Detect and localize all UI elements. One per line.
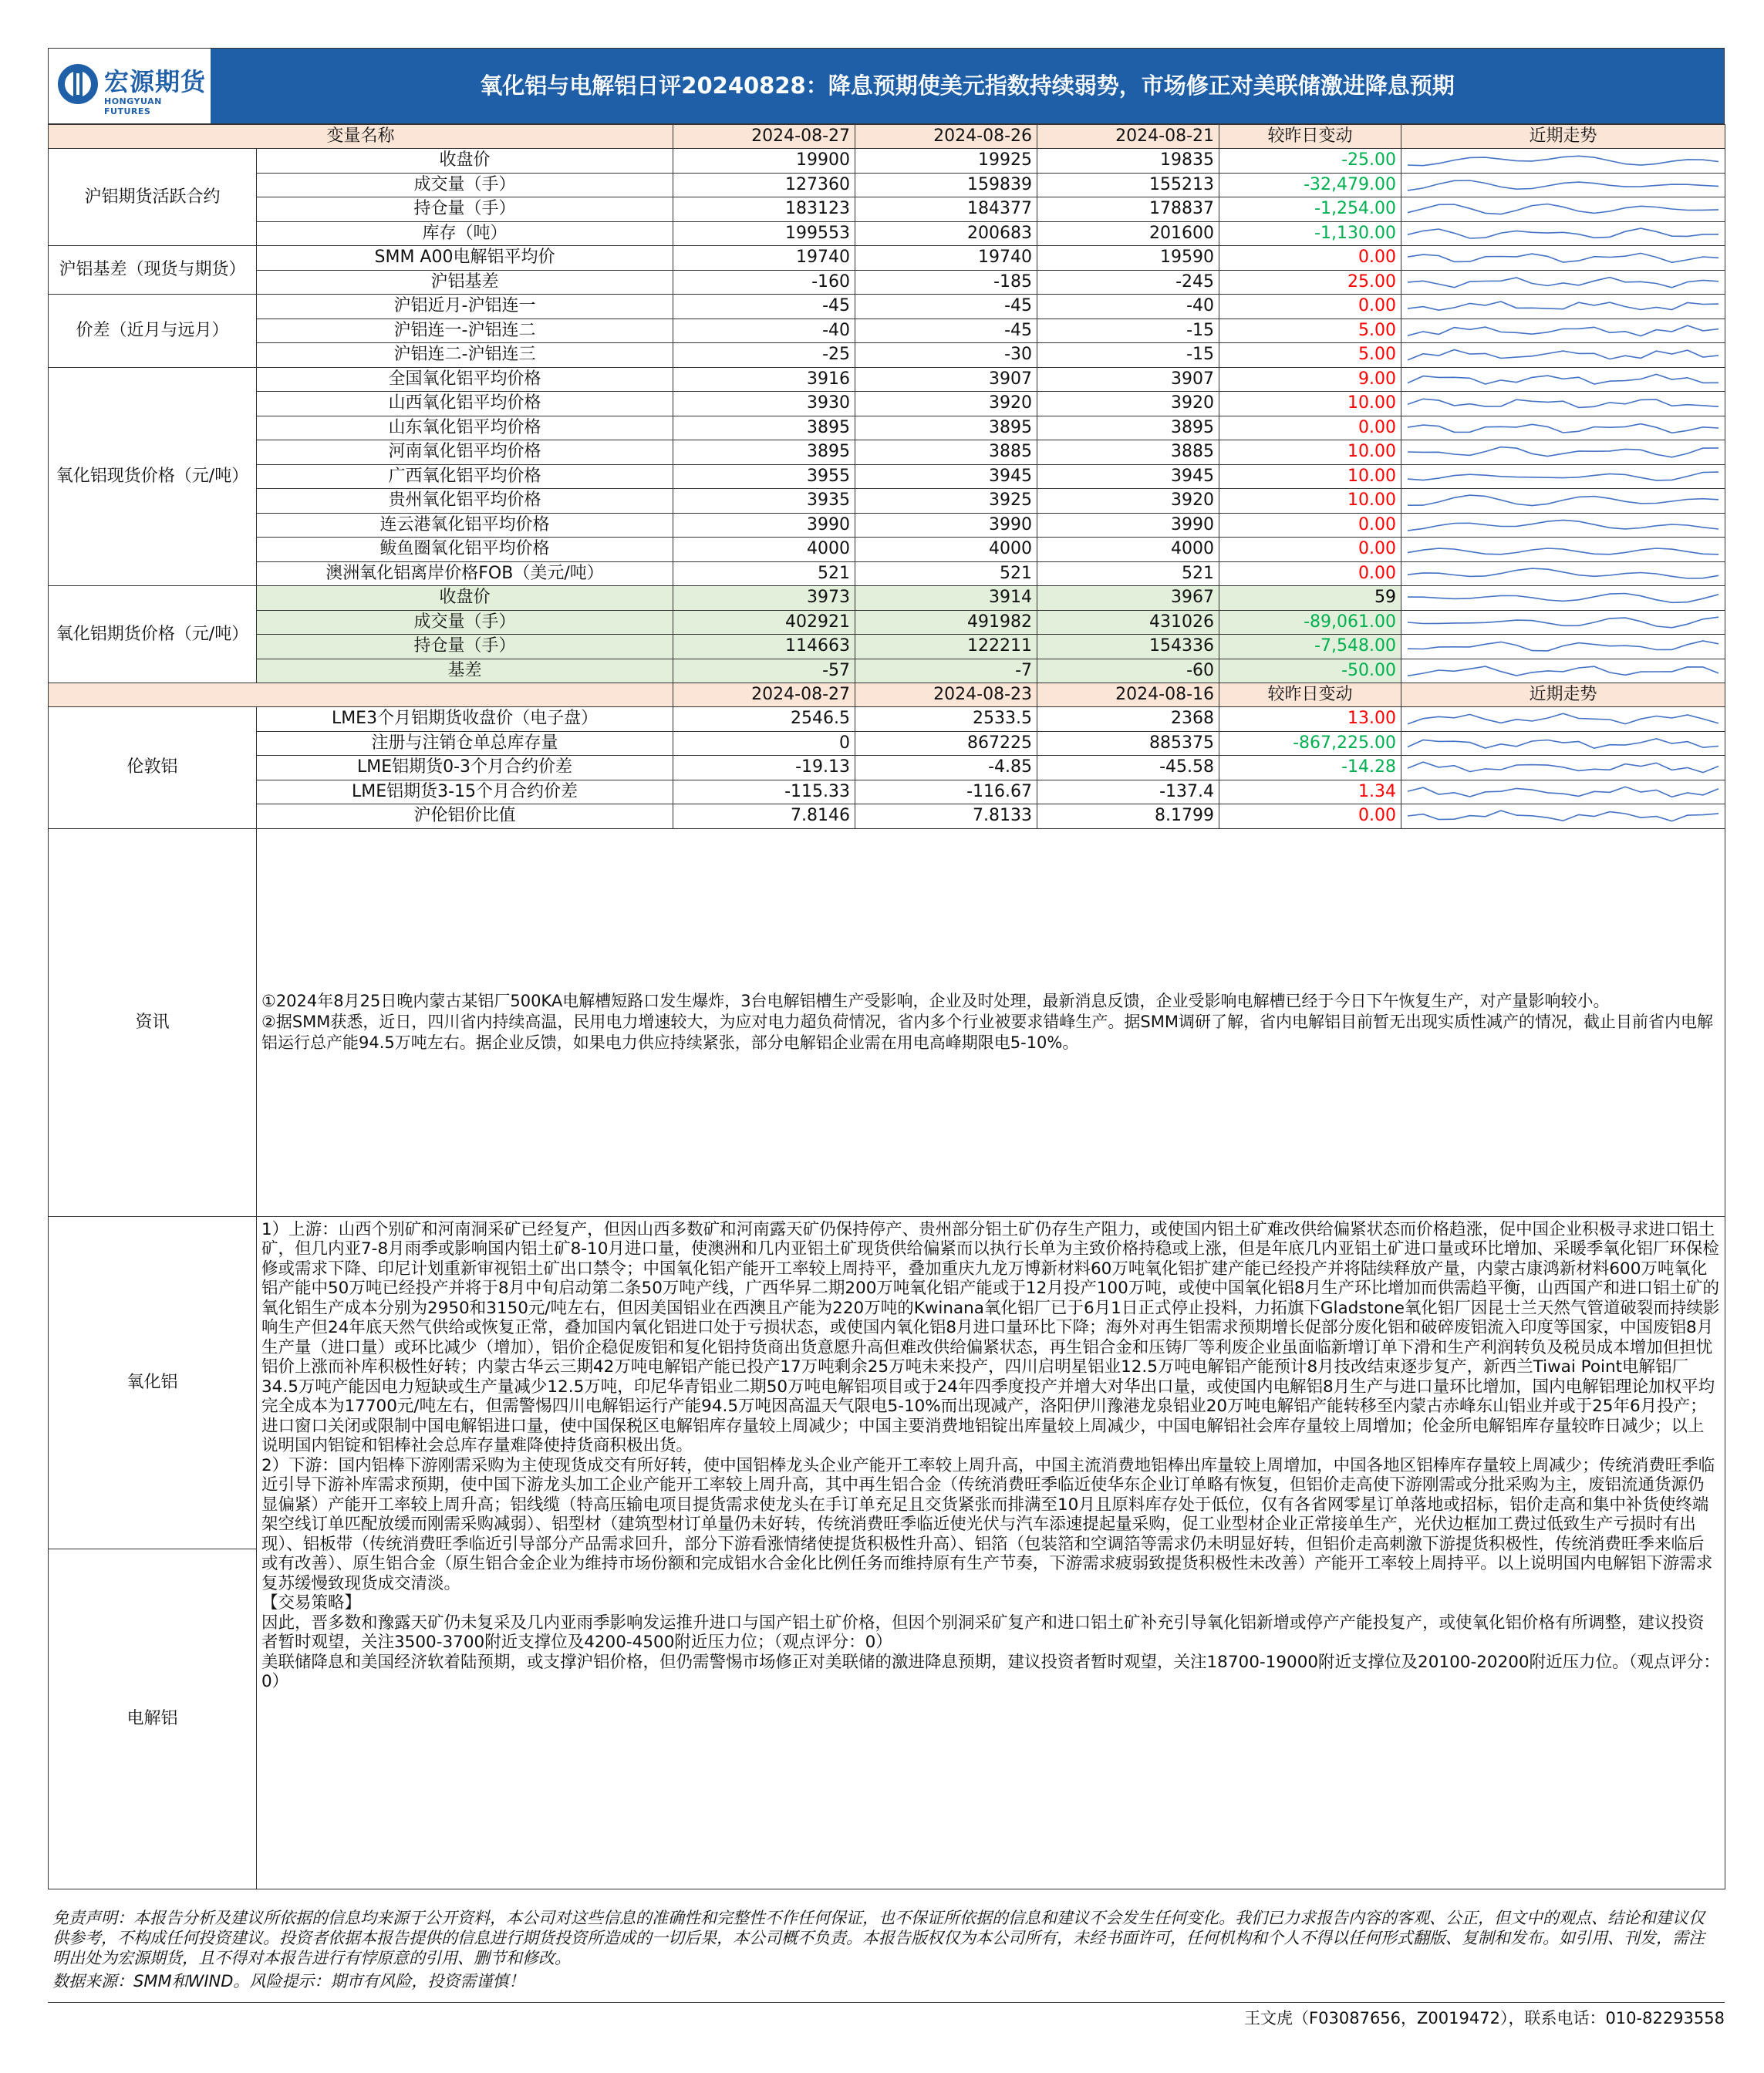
change-value: 5.00 [1219, 319, 1401, 343]
row-label: 基差 [257, 659, 673, 683]
value-date-3: 521 [1037, 561, 1219, 586]
value-date-3: 8.1799 [1037, 804, 1219, 829]
trend-sparkline [1401, 221, 1725, 246]
value-date-3: 4000 [1037, 538, 1219, 562]
row-label: 成交量（手） [257, 173, 673, 197]
sparkline-chart [1401, 635, 1725, 658]
value-date-2: 3925 [855, 489, 1037, 514]
change-value: -14.28 [1219, 756, 1401, 780]
value-date-1: 3895 [673, 416, 855, 440]
news-content [257, 828, 1725, 1216]
value-date-2: -4.85 [855, 756, 1037, 780]
table-row [49, 343, 1725, 368]
news-item-2: ②据SMM获悉，近日，四川省内持续高温，民用电力增速较大，为应对电力超负荷情况，省内多个行业被要求错峰生产。据SMM调研了解，省内电解铝目前暂无出现实质性减产的情况，截止目前省内电解铝运行总产能94.5万吨左右。据企业反馈，如果电力供应持续紧张，部分电解铝企业需在用电高峰期限电5-10%。 [261, 1013, 1713, 1052]
group-label-g2: 沪铝基差（现货与期货） [49, 246, 257, 295]
change-value: 0.00 [1219, 246, 1401, 271]
table-row [49, 295, 1725, 319]
sparkline-chart [1401, 246, 1725, 269]
change-value: -32,479.00 [1219, 173, 1401, 197]
sparkline-chart [1401, 586, 1725, 609]
row-label: 持仓量（手） [257, 635, 673, 659]
value-date-1: 4000 [673, 538, 855, 562]
value-date-2: 3920 [855, 392, 1037, 416]
sparkline-chart [1401, 222, 1725, 245]
sparkline-chart [1401, 659, 1725, 683]
table-body [49, 125, 1725, 1889]
value-date-2: 2533.5 [855, 707, 1037, 732]
row-label: 鲅鱼圈氧化铝平均价格 [257, 538, 673, 562]
value-date-1: 19900 [673, 149, 855, 174]
table-row [49, 538, 1725, 562]
sparkline-chart [1401, 368, 1725, 391]
value-date-1: 19740 [673, 246, 855, 271]
sparkline-chart [1401, 707, 1725, 730]
header-date-2: 2024-08-26 [855, 125, 1037, 149]
header-change-lme: 较昨日变动 [1219, 683, 1401, 707]
change-value: 13.00 [1219, 707, 1401, 732]
header-date-1: 2024-08-27 [673, 125, 855, 149]
value-date-3: 178837 [1037, 197, 1219, 222]
value-date-3: 19590 [1037, 246, 1219, 271]
row-label: 沪铝基差 [257, 270, 673, 295]
value-date-3: 3907 [1037, 367, 1219, 392]
trend-sparkline [1401, 197, 1725, 222]
trend-sparkline [1401, 586, 1725, 611]
sparkline-chart [1401, 392, 1725, 415]
change-value: 0.00 [1219, 295, 1401, 319]
table-row [49, 464, 1725, 489]
value-date-1: 521 [673, 561, 855, 586]
value-date-2: -7 [855, 659, 1037, 683]
change-value: 0.00 [1219, 513, 1401, 538]
analysis-upstream: 1）上游：山西个别矿和河南洞采矿已经复产，但因山西多数矿和河南露天矿仍保持停产、贵州部分铝土矿仍存生产阻力，或使国内铝土矿难改供给偏紧状态而价格趋涨，促中国企业积极寻求进口铝土矿，但几内亚7-8月雨季或影响国内铝土矿8-10月进口量，使澳洲和几内亚铝土矿现货供给偏紧而以执行长单为主致价格持稳或上涨，但是年底几内亚铝土矿进口量或环比增加、采暖季氧化铝厂环保检修或需求下降、印尼计划重新审视铝土矿出口禁令；中国氧化铝产能开工率较上周持平，叠加重庆九龙万博新材料60万吨氧化铝扩建产能已经投产并将陆续释放产量，内蒙古康鸿新材料600万吨氧化铝产能中50万吨已经投产并将于8月中旬启动第二条50万吨产线，广西华昇二期200万吨氧化铝产能或于12月投产100万吨，或使中国氧化铝8月生产环比增加而供需趋平衡，山西国产和进口铝土矿的氧化铝生产成本分别为2950和3150元/吨左右，但因美国铝业在西澳且产能为220万吨的Kwinana氧化铝厂已于6月1日正式停止投料，力拓旗下Gladstone氧化铝厂因昆士兰天然气管道破裂而持续影响生产但24年底天然气供给或恢复正常，叠加国内氧化铝进口处于亏损状态，或使国内氧化铝8月进口量环比下降；海外对再生铝需求预期增长促部分废化铝和破碎废铝流入印度等国家，中国废铝8月生产量（进口量）或环比减少（增加），铝价企稳促废铝和复化铝持货商出货意愿升高但难改供给偏紧状态，再生铝合金和压铸厂等利废企业虽面临新增订单下滑和生产利润转负及税员成本增加但担忧铝价上涨而补库积极性好转；内蒙古华云三期42万吨电解铝产能已投产17万吨剩余25万吨未来投产，四川启明星铝业12.5万吨电解铝产能预计8月技改结束逐步复产，新西兰Tiwai Point电解铝厂34.5万吨产能因电力短缺或生产量减少12.5万吨，印尼华青铝业二期50万吨电解铝项目或于24年四季度投产并增大对华出口量，或使国内电解铝8月生产与进口量环比增加，国内电解铝理论加权平均完全成本为17700元/吨左右，但需警惕四川电解铝运行产能94.5万吨因高温天气限电5-10%而出现减产，洛阳伊川豫港龙泉铝业20万吨电解铝产能转移至内蒙古赤峰东山铝业并或于25年6月投产；进口窗口关闭或限制中国电解铝进口量，使中国保税区电解铝库存量较上周减少；中国主要消费地铝锭出库量较上周减少，中国电解铝社会库存量较上周增加；伦金所电解铝库存量较昨日减少；以上说明国内铝锭和铝棒社会总库存量难降使持货商积极出货。 [261, 1219, 1720, 1455]
table-row [49, 586, 1725, 611]
row-label: 河南氧化铝平均价格 [257, 440, 673, 465]
group-label-g3: 价差（近月与远月） [49, 295, 257, 368]
logo-english-text: HONGYUAN FUTURES [104, 96, 162, 116]
row-label: 收盘价 [257, 149, 673, 174]
header-change: 较昨日变动 [1219, 125, 1401, 149]
table-row [49, 440, 1725, 465]
sparkline-chart [1401, 319, 1725, 342]
value-date-2: 19925 [855, 149, 1037, 174]
change-value: 0.00 [1219, 561, 1401, 586]
row-label: 澳洲氧化铝离岸价格FOB（美元/吨） [257, 561, 673, 586]
value-date-1: -115.33 [673, 780, 855, 804]
value-date-2: -116.67 [855, 780, 1037, 804]
trend-sparkline [1401, 343, 1725, 368]
change-value: 0.00 [1219, 804, 1401, 829]
trend-sparkline [1401, 270, 1725, 295]
value-date-1: 3916 [673, 367, 855, 392]
table-row [49, 659, 1725, 683]
sparkline-chart [1401, 271, 1725, 294]
news-item-1: ①2024年8月25日晚内蒙古某铝厂500KA电解槽短路口发生爆炸，3台电解铝槽生产受影响，企业及时处理，最新消息反馈，企业受影响电解槽已经于今日下午恢复生产，对产量影响较小。 [261, 992, 1610, 1010]
trend-sparkline [1401, 513, 1725, 538]
data-table [48, 124, 1725, 1889]
table-row [49, 149, 1725, 174]
table-row [49, 513, 1725, 538]
disclaimer-body: 免责声明：本报告分析及建议所依据的信息均来源于公开资料，本公司对这些信息的准确性和完整性不作任何保证，也不保证所依据的信息和建议不会发生任何变化。我们已力求报告内容的客观、公正，但文中的观点、结论和建议仅供参考，不构成任何投资建议。投资者依据本报告提供的信息进行期货投资所造成的一切后果，本公司概不负责。本报告版权仅为本公司所有，未经书面许可，任何机构和个人不得以任何形式翻版、复制和发布。如引用、刊发，需注明出处为宏源期货，且不得对本报告进行有悖原意的引用、删节和修改。 [52, 1909, 1705, 1967]
value-date-2: -185 [855, 270, 1037, 295]
sparkline-chart [1401, 611, 1725, 634]
row-label: LME铝期货0-3个月合约价差 [257, 756, 673, 780]
sparkline-chart [1401, 804, 1725, 828]
row-label: 收盘价 [257, 586, 673, 611]
trend-sparkline [1401, 464, 1725, 489]
change-value: 10.00 [1219, 392, 1401, 416]
header-trend: 近期走势 [1401, 125, 1725, 149]
trend-sparkline [1401, 440, 1725, 465]
trend-sparkline [1401, 149, 1725, 174]
header-variable-lme [49, 683, 673, 707]
table-row [49, 804, 1725, 829]
value-date-1: -45 [673, 295, 855, 319]
value-date-2: -45 [855, 295, 1037, 319]
table-row [49, 319, 1725, 343]
trend-sparkline [1401, 489, 1725, 514]
table-row [49, 367, 1725, 392]
change-value: 25.00 [1219, 270, 1401, 295]
header-variable: 变量名称 [49, 125, 673, 149]
value-date-3: -137.4 [1037, 780, 1219, 804]
company-logo [49, 49, 211, 123]
value-date-1: -40 [673, 319, 855, 343]
value-date-1: 3935 [673, 489, 855, 514]
table-row [49, 561, 1725, 586]
trend-sparkline [1401, 731, 1725, 756]
value-date-1: 7.8146 [673, 804, 855, 829]
table-row [49, 173, 1725, 197]
table-row [49, 635, 1725, 659]
change-value: 5.00 [1219, 343, 1401, 368]
table-row [49, 221, 1725, 246]
sparkline-chart [1401, 416, 1725, 440]
hongyuan-logo-icon [56, 62, 99, 106]
change-value: -1,130.00 [1219, 221, 1401, 246]
sparkline-chart [1401, 780, 1725, 804]
trend-sparkline [1401, 246, 1725, 271]
strategy-title: 【交易策略】 [261, 1593, 362, 1613]
group-label-g4: 氧化铝现货价格（元/吨） [49, 367, 257, 586]
header-date-3: 2024-08-21 [1037, 125, 1219, 149]
value-date-2: 3990 [855, 513, 1037, 538]
row-label: 连云港氧化铝平均价格 [257, 513, 673, 538]
value-date-2: 3945 [855, 464, 1037, 489]
table-row [49, 416, 1725, 440]
value-date-2: 3914 [855, 586, 1037, 611]
row-label: 全国氧化铝平均价格 [257, 367, 673, 392]
table-row [49, 610, 1725, 635]
value-date-3: 885375 [1037, 731, 1219, 756]
row-label: LME铝期货3-15个月合约价差 [257, 780, 673, 804]
trend-sparkline [1401, 416, 1725, 440]
value-date-2: 3895 [855, 416, 1037, 440]
row-label: 广西氧化铝平均价格 [257, 464, 673, 489]
table-row [49, 707, 1725, 732]
row-label: 山东氧化铝平均价格 [257, 416, 673, 440]
header-date-3-lme: 2024-08-16 [1037, 683, 1219, 707]
analysis-content [257, 1216, 1725, 1889]
value-date-1: 3990 [673, 513, 855, 538]
value-date-1: -25 [673, 343, 855, 368]
value-date-3: 2368 [1037, 707, 1219, 732]
value-date-3: 3967 [1037, 586, 1219, 611]
table-header-row [49, 125, 1725, 149]
value-date-2: -45 [855, 319, 1037, 343]
strategy-alumina: 因此，晋多数和豫露天矿仍未复采及几内亚雨季影响发运推升进口与国产铝土矿价格，但因个别洞采矿复产和进口铝土矿补充引导氧化铝新增或停产产能投复产，或使氧化铝价格有所调整，建议投资者暂时观望，关注3500-3700附近支撑位及4200-4500附近压力位；（观点评分：0） [261, 1613, 1705, 1652]
news-row [49, 828, 1725, 1216]
value-date-1: -57 [673, 659, 855, 683]
table-row [49, 270, 1725, 295]
row-label: 库存（吨） [257, 221, 673, 246]
sparkline-chart [1401, 197, 1725, 221]
sparkline-chart [1401, 514, 1725, 537]
value-date-3: 431026 [1037, 610, 1219, 635]
sparkline-chart [1401, 465, 1725, 488]
value-date-1: 3930 [673, 392, 855, 416]
value-date-2: 3885 [855, 440, 1037, 465]
change-value: 10.00 [1219, 464, 1401, 489]
trend-sparkline [1401, 173, 1725, 197]
group-label-g6: 伦敦铝 [49, 707, 257, 829]
header-trend-lme: 近期走势 [1401, 683, 1725, 707]
row-label: LME3个月铝期货收盘价（电子盘） [257, 707, 673, 732]
sparkline-chart [1401, 343, 1725, 366]
sparkline-chart [1401, 756, 1725, 779]
change-value: -89,061.00 [1219, 610, 1401, 635]
value-date-2: 4000 [855, 538, 1037, 562]
trend-sparkline [1401, 295, 1725, 319]
change-value: 10.00 [1219, 440, 1401, 465]
trend-sparkline [1401, 659, 1725, 683]
value-date-1: 3973 [673, 586, 855, 611]
row-label: 注册与注销仓单总库存量 [257, 731, 673, 756]
value-date-3: 154336 [1037, 635, 1219, 659]
value-date-3: 155213 [1037, 173, 1219, 197]
trend-sparkline [1401, 780, 1725, 804]
value-date-1: 402921 [673, 610, 855, 635]
value-date-3: -60 [1037, 659, 1219, 683]
value-date-1: 183123 [673, 197, 855, 222]
change-value: -1,254.00 [1219, 197, 1401, 222]
value-date-2: 122211 [855, 635, 1037, 659]
trend-sparkline [1401, 392, 1725, 416]
value-date-3: 3945 [1037, 464, 1219, 489]
value-date-1: -19.13 [673, 756, 855, 780]
value-date-3: -45.58 [1037, 756, 1219, 780]
value-date-3: 19835 [1037, 149, 1219, 174]
row-label: 成交量（手） [257, 610, 673, 635]
value-date-3: -245 [1037, 270, 1219, 295]
value-date-3: -15 [1037, 343, 1219, 368]
row-label: 沪铝连一-沪铝连二 [257, 319, 673, 343]
row-label: SMM A00电解铝平均价 [257, 246, 673, 271]
group-label-g5: 氧化铝期货价格（元/吨） [49, 586, 257, 683]
value-date-1: 199553 [673, 221, 855, 246]
value-date-2: -30 [855, 343, 1037, 368]
value-date-3: 3920 [1037, 392, 1219, 416]
value-date-3: -15 [1037, 319, 1219, 343]
report-header [48, 48, 1725, 124]
table-row [49, 392, 1725, 416]
analysis-downstream: 2）下游：国内铝棒下游刚需采购为主使现货成交有所好转，使中国铝棒龙头企业产能开工率较上周升高，中国主流消费地铝棒出库量较上周增加，中国各地区铝棒库存量较上周减少；传统消费旺季临近引导下游补库需求预期，使中国下游龙头加工企业产能开工率较上周升高，其中再生铝合金（传统消费旺季临近使华东企业订单略有恢复，但铝价走高使下游刚需或分批采购为主，废铝流通货源仍显偏紧）产能开工率较上周升高；铝线缆（特高压输电项目提货需求使龙头在手订单充足且交货紧张而排满至10月且原料库存处于低位，仅有各省网零星订单落地或招标，铝价走高和集中补货使终端架空线订单匹配放缓而刚需采购减弱）、铝型材（建筑型材订单量仍未好转，传统消费旺季临近使光伏与汽车添速提起量采购，促工业型材企业正常接单生产，光伏边框加工费过低致生产亏损时有出现）、铝板带（传统消费旺季临近引导部分产品需求回升，部分下游看涨情绪使提货积极性升高）、铝箔（包装箔和空调箔等需求仍未明显好转，但铝价走高刺激下游提货积极性，传统消费旺季来临后或有改善）、原生铝合金（原生铝合金企业为维持市场份额和完成铝水合金化比例任务而维持原有生产节奏，下游需求疲弱致提货积极性未改善）产能开工率较上周持平。以上说明国内电解铝下游需求复苏缓慢致现货成交清淡。 [261, 1455, 1715, 1593]
electrolytic-aluminum-section-label: 电解铝 [49, 1549, 257, 1889]
row-label: 持仓量（手） [257, 197, 673, 222]
trend-sparkline [1401, 538, 1725, 562]
sparkline-chart [1401, 295, 1725, 318]
value-date-2: 491982 [855, 610, 1037, 635]
change-value: 59 [1219, 586, 1401, 611]
value-date-1: 3955 [673, 464, 855, 489]
table-header-row-lme [49, 683, 1725, 707]
value-date-3: 3990 [1037, 513, 1219, 538]
row-label: 山西氧化铝平均价格 [257, 392, 673, 416]
value-date-2: 3907 [855, 367, 1037, 392]
sparkline-chart [1401, 149, 1725, 172]
alumina-section-label: 氧化铝 [49, 1216, 257, 1549]
news-section-label: 资讯 [49, 828, 257, 1216]
value-date-2: 19740 [855, 246, 1037, 271]
change-value: -7,548.00 [1219, 635, 1401, 659]
change-value: -25.00 [1219, 149, 1401, 174]
group-label-g1: 沪铝期货活跃合约 [49, 149, 257, 246]
change-value: -867,225.00 [1219, 731, 1401, 756]
table-row [49, 246, 1725, 271]
table-row [49, 197, 1725, 222]
header-date-2-lme: 2024-08-23 [855, 683, 1037, 707]
row-label: 贵州氧化铝平均价格 [257, 489, 673, 514]
table-row [49, 780, 1725, 804]
trend-sparkline [1401, 804, 1725, 829]
value-date-2: 159839 [855, 173, 1037, 197]
table-row [49, 756, 1725, 780]
sparkline-chart [1401, 562, 1725, 585]
trend-sparkline [1401, 610, 1725, 635]
row-label: 沪铝近月-沪铝连一 [257, 295, 673, 319]
value-date-3: 3885 [1037, 440, 1219, 465]
value-date-2: 184377 [855, 197, 1037, 222]
sparkline-chart [1401, 538, 1725, 561]
change-value: -50.00 [1219, 659, 1401, 683]
value-date-1: 2546.5 [673, 707, 855, 732]
value-date-1: 0 [673, 731, 855, 756]
value-date-2: 7.8133 [855, 804, 1037, 829]
table-row [49, 489, 1725, 514]
disclaimer-text [48, 1905, 1725, 1968]
change-value: 1.34 [1219, 780, 1401, 804]
strategy-aluminum: 美联储降息和美国经济软着陆预期，或支撑沪铝价格，但仍需警惕市场修正对美联储的激进降息预期，建议投资者暂时观望，关注18700-19000附近支撑位及20100-20200附近压力位。（观点评分：0） [261, 1652, 1720, 1691]
trend-sparkline [1401, 319, 1725, 343]
value-date-3: 3895 [1037, 416, 1219, 440]
sparkline-chart [1401, 440, 1725, 463]
trend-sparkline [1401, 756, 1725, 780]
trend-sparkline [1401, 707, 1725, 732]
row-label: 沪铝连二-沪铝连三 [257, 343, 673, 368]
change-value: 0.00 [1219, 416, 1401, 440]
trend-sparkline [1401, 635, 1725, 659]
page-title: 氧化铝与电解铝日评20240828：降息预期使美元指数持续弱势，市场修正对美联储激进降息预期 [480, 72, 1455, 99]
change-value: 10.00 [1219, 489, 1401, 514]
change-value: 9.00 [1219, 367, 1401, 392]
logo-chinese-text: 宏源期货 [104, 67, 207, 96]
sparkline-chart [1401, 732, 1725, 755]
data-source-text: 数据来源：SMM和WIND。风险提示：期市有风险，投资需谨慎！ [52, 1972, 525, 1990]
change-value: 0.00 [1219, 538, 1401, 562]
sparkline-chart [1401, 489, 1725, 512]
value-date-2: 521 [855, 561, 1037, 586]
value-date-2: 867225 [855, 731, 1037, 756]
value-date-3: -40 [1037, 295, 1219, 319]
trend-sparkline [1401, 367, 1725, 392]
analysis-row [49, 1216, 1725, 1549]
value-date-3: 201600 [1037, 221, 1219, 246]
table-row [49, 731, 1725, 756]
value-date-1: -160 [673, 270, 855, 295]
trend-sparkline [1401, 561, 1725, 586]
value-date-3: 3920 [1037, 489, 1219, 514]
row-label: 沪伦铝价比值 [257, 804, 673, 829]
value-date-1: 114663 [673, 635, 855, 659]
sparkline-chart [1401, 174, 1725, 197]
value-date-2: 200683 [855, 221, 1037, 246]
value-date-1: 3895 [673, 440, 855, 465]
value-date-1: 127360 [673, 173, 855, 197]
header-date-1-lme: 2024-08-27 [673, 683, 855, 707]
analyst-contact: 王文虎（F03087656，Z0019472），联系电话：010-82293558 [48, 2002, 1725, 2029]
